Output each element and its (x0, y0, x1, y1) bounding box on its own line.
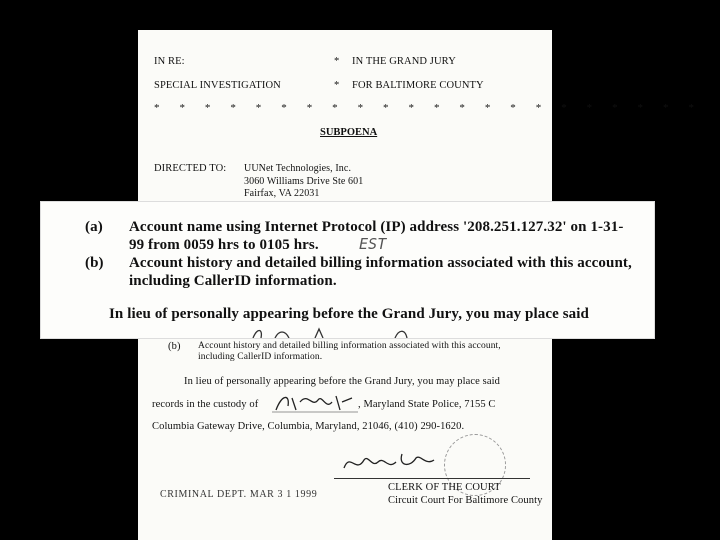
signature-line (334, 478, 530, 479)
handwritten-est-note: EST (359, 235, 387, 253)
delivery-address: Columbia Gateway Drive, Columbia, Maryland, 21046, (410) 290-1620. (152, 421, 465, 432)
zoom-signature-fragment (245, 326, 445, 338)
item-b-line2: including CallerID information. (198, 352, 323, 362)
custody-prefix: records in the custody of (152, 399, 259, 410)
item-b-label: (b) (168, 341, 181, 352)
address-line: 3060 Williams Drive Ste 601 (244, 175, 364, 187)
zoom-item-b-line2: including CallerID information. (129, 273, 337, 289)
zoom-item-a-line1: Account name using Internet Protocol (IP) address '208.251.127.32' on 1-31- (129, 219, 624, 235)
zoom-item-a-line2: 99 from 0059 hrs to 0105 hrs. (129, 237, 319, 253)
item-b-line1: Account history and detailed billing information associated with this account, (198, 341, 501, 351)
zoom-item-b-line1: Account history and detailed billing information associated with this account, (129, 255, 632, 271)
zoom-lieu-line: In lieu of personally appearing before the Grand Jury, you may place said (109, 306, 589, 322)
star-divider: * * * * * * * * * * * * * * * * * * * * * * (154, 102, 703, 114)
grand-jury-label: IN THE GRAND JURY (352, 56, 456, 67)
court-name: Circuit Court For Baltimore County (388, 495, 543, 506)
in-re-label: IN RE: (154, 56, 185, 67)
zoom-item-a-label: (a) (85, 219, 103, 235)
criminal-dept-stamp: CRIMINAL DEPT. MAR 3 1 1999 (160, 489, 318, 500)
address-line: Fairfax, VA 22031 (244, 188, 320, 199)
document-title: SUBPOENA (320, 127, 378, 138)
county-label: FOR BALTIMORE COUNTY (352, 80, 484, 91)
officer-signature (272, 388, 358, 416)
custody-suffix: , Maryland State Police, 7155 C (358, 399, 496, 410)
county-star: * (334, 80, 340, 91)
lieu-paragraph: In lieu of personally appearing before the Grand Jury, you may place said (184, 376, 500, 387)
zoomed-excerpt (41, 202, 654, 338)
clerk-label: CLERK OF THE COURT (388, 482, 501, 493)
clerk-signature (338, 448, 448, 478)
directed-to-label: DIRECTED TO: (154, 163, 227, 174)
address-line: UUNet Technologies, Inc. (244, 163, 352, 174)
zoom-item-b-label: (b) (85, 255, 104, 271)
special-investigation-label: SPECIAL INVESTIGATION (154, 80, 281, 91)
grand-jury-star: * (334, 56, 340, 67)
